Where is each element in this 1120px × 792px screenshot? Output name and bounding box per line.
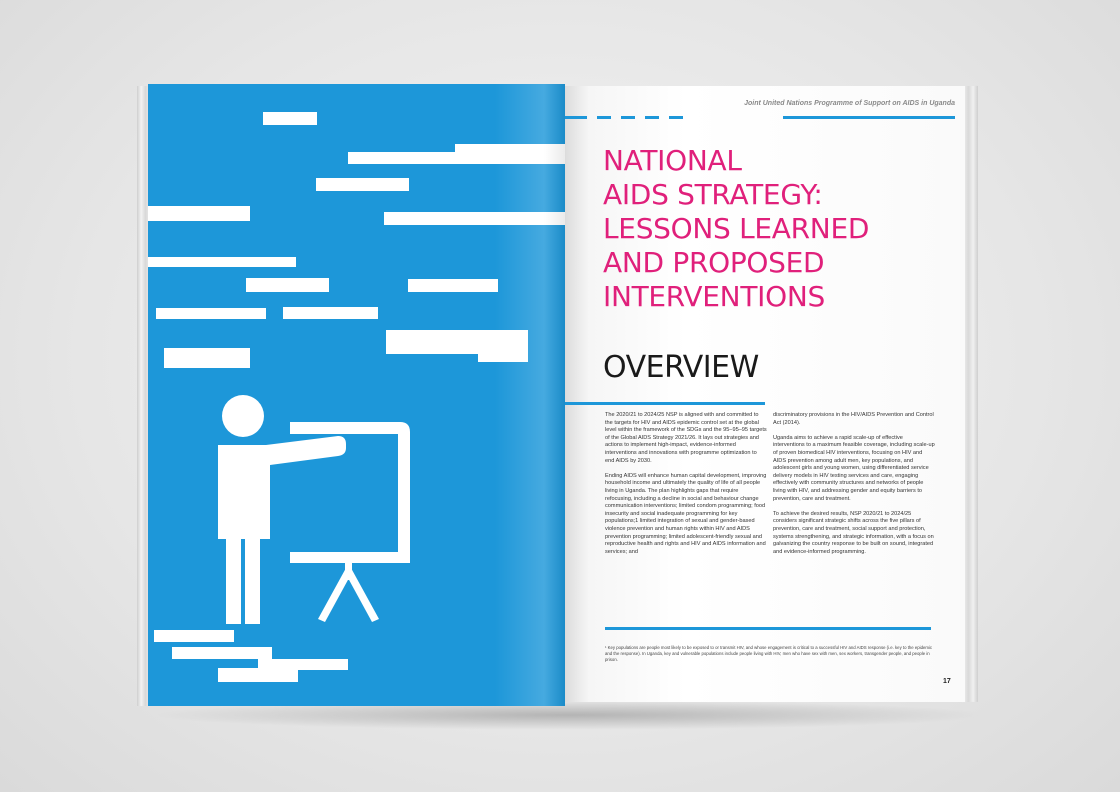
header-rule xyxy=(783,116,955,119)
title-line: NATIONAL xyxy=(603,144,742,177)
section-subtitle: OVERVIEW xyxy=(603,350,759,385)
left-page-illustration xyxy=(148,84,565,706)
title-line: INTERVENTIONS xyxy=(603,280,825,313)
running-header: Joint United Nations Programme of Support on AIDS in Uganda xyxy=(744,100,955,107)
text-column-right xyxy=(773,412,935,564)
title-line: LESSONS LEARNED xyxy=(603,212,870,245)
title-line: AND PROPOSED xyxy=(603,246,825,279)
header-dash xyxy=(597,116,611,119)
footnote-rule xyxy=(605,627,931,630)
page-title xyxy=(603,144,943,314)
header-dash xyxy=(645,116,659,119)
right-page-text xyxy=(565,86,965,702)
text-column-left xyxy=(605,412,767,564)
header-dash xyxy=(565,116,587,119)
footnote: ¹ Key populations are people most likely to be exposed to or transmit HIV, and whose engagement is critical to a successful HIV and AIDS response (i.e. key to the epidemic and the response). In Uganda, key and vulnerable populations include people living with HIV, men who have sex with men, sex workers, transgender people, and people in prison. xyxy=(605,645,933,662)
header-dash xyxy=(669,116,683,119)
subtitle-rule xyxy=(565,402,765,405)
paragraph: Ending AIDS will enhance human capital development, improving household income and ultimately the quality of life of all people living in Uganda. The plan highlights gaps that require refocusing, including a decline in social and behaviour change communication interventions; limited condom programming; food insecurity and social inadequate programming for key populations;1 limited integration of sexual and gender-based violence prevention and human rights within HIV and AIDS prevention programming; limited adolescent-friendly sexual and reproductive health and rights and HIV and AIDS information and services; and xyxy=(605,472,767,555)
paragraph: To achieve the desired results, NSP 2020/21 to 2024/25 considers significant strategic shifts across the five pillars of prevention, care and treatment, social support and protection, systems strengthening, and strategic information, with a focus on galvanizing the country response to be built on sound, integrated and evidence-informed programming. xyxy=(773,510,934,555)
paragraph: The 2020/21 to 2024/25 NSP is aligned with and committed to the targets for HIV and AIDS epidemic control set at the global level within the framework of the SDGs and the 95–95–95 targets of the Global AIDS Strategy 2021/26. It lays out strategies and actions to implement high-impact, evidence-informed interventions and innovations with programme optimization to end AIDS by 2030. xyxy=(605,412,767,464)
presenter-at-board-icon xyxy=(148,84,565,706)
title-line: AIDS STRATEGY: xyxy=(603,178,823,211)
paragraph: discriminatory provisions in the HIV/AIDS Prevention and Control Act (2014). xyxy=(773,412,934,426)
paragraph: Uganda aims to achieve a rapid scale-up of effective interventions to a maximum feasible coverage, including scale-up of proven biomedical HIV interventions, focusing on HIV and AIDS prevention among adult men, key populations, and adolescent girls and young women, using differentiated service delivery models in HIV testing services and care, engaging effectively with community structures and networks of people living with HIV, and addressing gender and equity barriers to prevention, care and treatment. xyxy=(773,434,935,502)
page-number: 17 xyxy=(943,678,951,685)
header-dash xyxy=(621,116,635,119)
